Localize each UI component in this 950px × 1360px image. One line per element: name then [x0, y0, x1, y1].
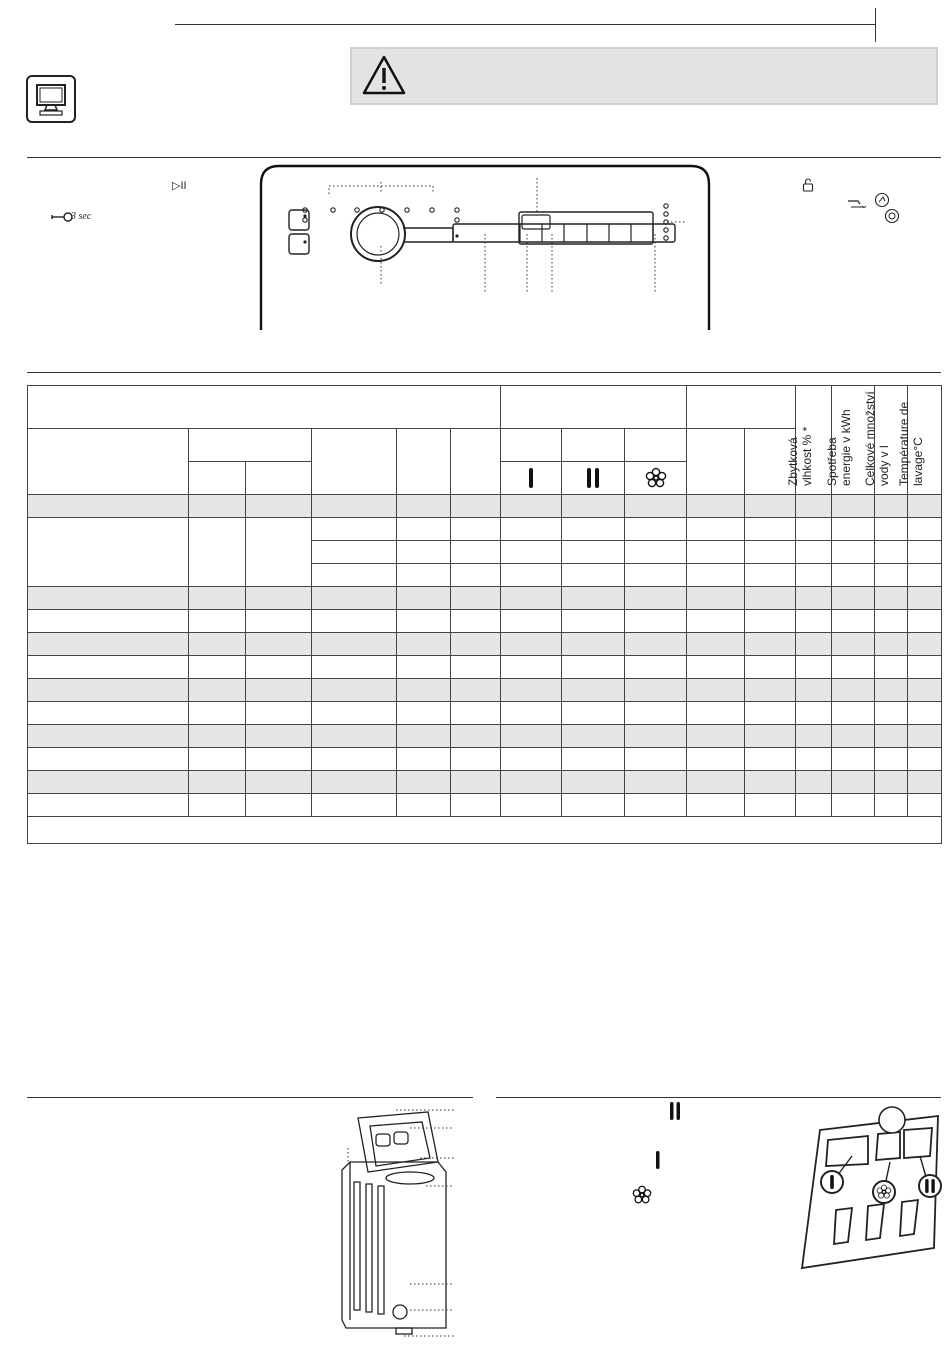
water-tap-icon	[846, 195, 868, 216]
key-lock-label: 3 sec	[71, 211, 92, 222]
main-wash-compartment-icon	[654, 1150, 662, 1175]
table-row	[28, 633, 942, 656]
table-row	[28, 702, 942, 725]
table-row	[28, 794, 942, 817]
header-wash-temperature: Température de lavage°C	[908, 386, 942, 495]
table-row	[28, 771, 942, 794]
washing-machine-diagram	[330, 1100, 455, 1340]
table-header-row-1	[28, 386, 942, 429]
dispenser-main-wash-icon	[501, 462, 562, 495]
detergent-drawer-diagram	[796, 1100, 946, 1272]
table-row	[28, 587, 942, 610]
dispenser-prewash-icon	[562, 462, 625, 495]
program-table	[27, 385, 942, 844]
table-row	[28, 518, 942, 541]
drain-icon	[884, 208, 900, 229]
prewash-compartment-icon	[668, 1101, 682, 1126]
padlock-open-icon	[802, 178, 814, 197]
header-total-water: Celkové množství vody v l	[875, 386, 908, 495]
control-panel-diagram	[255, 162, 715, 334]
header-rule	[175, 24, 875, 25]
table-row	[28, 725, 942, 748]
start-pause-icon: ▷II	[172, 180, 187, 192]
section-rule-mid	[27, 372, 941, 373]
table-row	[28, 656, 942, 679]
header-residual-moisture: Zbytková vlhkost % *	[796, 386, 832, 495]
bottom-right-rule	[496, 1097, 941, 1098]
header-rule-tick	[875, 8, 876, 42]
table-row	[28, 610, 942, 633]
table-row	[28, 679, 942, 702]
monitor-icon	[26, 75, 76, 123]
softener-compartment-icon	[632, 1185, 652, 1210]
table-row	[28, 748, 942, 771]
header-energy-consumption: Spotřeba energie v kWh	[832, 386, 875, 495]
bottom-left-rule	[27, 1097, 473, 1098]
warning-banner	[350, 47, 938, 105]
dispenser-softener-icon	[625, 462, 687, 495]
table-row	[28, 495, 942, 518]
section-rule-top	[27, 157, 941, 158]
table-footnote-row	[28, 817, 942, 844]
key-lock-icon	[51, 210, 73, 228]
warning-triangle-icon	[360, 53, 408, 99]
